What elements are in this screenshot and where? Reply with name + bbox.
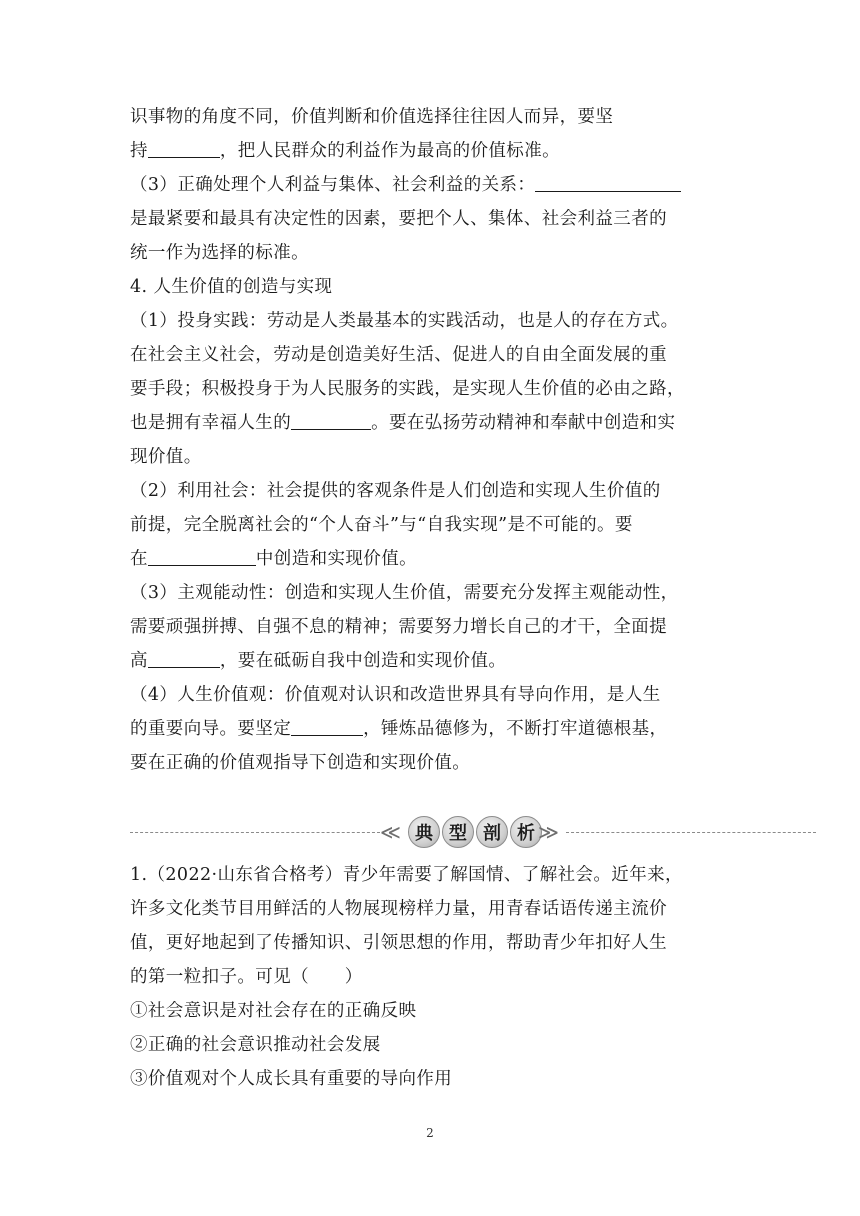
fill-in-blank[interactable] [291,717,363,736]
text-line [130,960,730,994]
double-chevron-right-icon: ≫ [538,820,559,844]
text-segment: （1）投身实践：劳动是人类最基本的实践活动，也是人的存在方式。 [130,311,679,331]
fill-in-blank[interactable] [148,139,220,158]
text-segment: 。要在弘扬劳动精神和奉献中创造和实 [371,413,676,433]
text-segment: 高 [130,651,148,671]
text-segment: 中创造和实现价值。 [255,549,418,569]
text-line [130,134,730,168]
text-line [130,406,730,440]
fill-in-blank[interactable] [535,173,681,192]
text-line [130,202,730,236]
text-line [130,474,730,508]
double-chevron-left-icon: ≪ [380,820,401,844]
text-line [130,168,730,202]
text-line [130,508,730,542]
text-line [130,858,730,892]
text-segment: ，要在砥砺自我中创造和实现价值。 [219,651,507,671]
text-segment: ①社会意识是对社会存在的正确反映 [130,1001,417,1021]
text-segment: 要在正确的价值观指导下创造和实现价值。 [130,753,471,773]
section-title-char: 典 [408,816,440,848]
text-segment: 前提，完全脱离社会的“个人奋斗”与“自我实现”是不可能的。要 [130,515,633,535]
text-line [130,678,730,712]
section-title-char: 析 [510,816,542,848]
text-line [130,610,730,644]
spacer [130,780,730,808]
text-segment: 在 [130,549,148,569]
fill-in-blank[interactable] [291,411,371,430]
text-segment: ③价值观对个人成长具有重要的导向作用 [130,1069,453,1089]
text-segment: 要手段；积极投身于为人民服务的实践，是实现人生价值的必由之路， [130,379,685,399]
question-section [130,858,730,1096]
text-segment: （3）主观能动性：创造和实现人生价值，需要充分发挥主观能动性， [130,583,679,603]
text-segment: 1.（2022·山东省合格考）青少年需要了解国情、了解社会。近年来， [130,865,683,885]
text-segment: 需要顽强拼搏、自强不息的精神；需要努力增长自己的才干，全面提 [130,617,667,637]
text-segment: （2）利用社会：社会提供的客观条件是人们创造和实现人生价值的 [130,481,661,501]
section-title-char: 剖 [476,816,508,848]
text-line [130,746,730,780]
text-segment: 统一作为选择的标准。 [130,243,309,263]
text-line [130,100,730,134]
text-segment: 4. 人生价值的创造与实现 [130,277,333,297]
text-segment: 在社会主义社会，劳动是创造美好生活、促进人的自由全面发展的重 [130,345,667,365]
text-line [130,270,730,304]
fill-in-blank[interactable] [148,649,220,668]
text-line [130,644,730,678]
text-segment: 许多文化类节目用鲜活的人物展现榜样力量，用青春话语传递主流价 [130,899,667,919]
fill-in-blank[interactable] [148,547,256,566]
text-line [130,892,730,926]
text-segment: ，锤炼品德修为，不断打牢道德根基， [363,719,668,739]
text-segment: 值，更好地起到了传播知识、引领思想的作用，帮助青少年扣好人生 [130,933,667,953]
text-segment: 现价值。 [130,447,202,467]
text-segment: 也是拥有幸福人生的 [130,413,292,433]
section-title-badges [408,816,542,848]
text-line [130,440,730,474]
text-segment: 是最紧要和最具有决定性的因素，要把个人、集体、社会利益三者的 [130,209,667,229]
text-line [130,304,730,338]
text-segment: 的重要向导。要坚定 [130,719,292,739]
text-line [130,236,730,270]
text-line [130,994,730,1028]
text-segment: ，把人民群众的利益作为最高的价值标准。 [219,141,561,161]
text-segment: 识事物的角度不同，价值判断和价值选择往往因人而异，要坚 [130,107,614,127]
text-segment: ②正确的社会意识推动社会发展 [130,1035,381,1055]
dashed-rule-right [566,832,816,833]
text-line [130,1062,730,1096]
text-line [130,576,730,610]
text-line [130,542,730,576]
text-line [130,338,730,372]
text-segment: 的第一粒扣子。可见（ ） [130,967,363,987]
text-segment: （3）正确处理个人利益与集体、社会利益的关系： [130,175,536,195]
text-line [130,1028,730,1062]
text-line [130,372,730,406]
text-line [130,926,730,960]
page-number: 2 [426,1126,434,1140]
section-header-typical-analysis [0,808,860,858]
text-line [130,712,730,746]
section-title-char: 型 [442,816,474,848]
knowledge-section [130,100,730,780]
dashed-rule-left [130,832,380,833]
page-content [130,100,730,1096]
text-segment: （4）人生价值观：价值观对认识和改造世界具有导向作用，是人生 [130,685,661,705]
text-segment: 持 [130,141,148,161]
